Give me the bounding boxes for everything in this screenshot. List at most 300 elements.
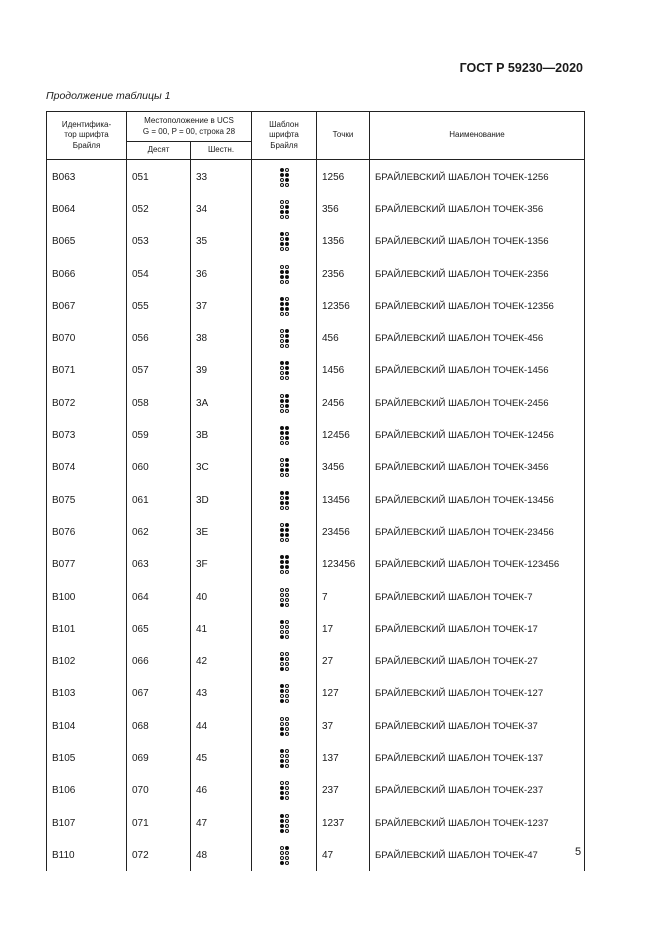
braille-dot-5 <box>285 366 289 370</box>
braille-cell-icon <box>280 717 289 736</box>
table-row <box>47 386 585 418</box>
cell-name: БРАЙЛЕВСКИЙ ШАБЛОН ТОЧЕК-3456 <box>370 451 585 483</box>
cell-dots: 137 <box>317 741 370 773</box>
cell-id: B072 <box>47 386 127 418</box>
header-pattern: Шаблон шрифта Брайля <box>252 112 317 160</box>
braille-dot-3 <box>280 791 284 795</box>
braille-dot-2 <box>280 593 284 597</box>
cell-name: БРАЙЛЕВСКИЙ ШАБЛОН ТОЧЕК-2456 <box>370 386 585 418</box>
braille-cell-icon <box>280 652 289 671</box>
braille-dot-1 <box>280 620 284 624</box>
braille-dot-3 <box>280 727 284 731</box>
braille-dot-5 <box>285 302 289 306</box>
braille-cell-icon <box>280 555 289 574</box>
braille-dot-6 <box>285 824 289 828</box>
table-row <box>47 451 585 483</box>
braille-dot-4 <box>285 652 289 656</box>
braille-dot-7 <box>280 603 284 607</box>
braille-dot-2 <box>280 205 284 209</box>
braille-dot-6 <box>285 371 289 375</box>
cell-hex: 40 <box>191 580 252 612</box>
table-row <box>47 677 585 709</box>
braille-dot-4 <box>285 846 289 850</box>
braille-dot-4 <box>285 749 289 753</box>
braille-dot-6 <box>285 598 289 602</box>
braille-dot-7 <box>280 280 284 284</box>
table-row <box>47 289 585 321</box>
braille-dot-5 <box>285 334 289 338</box>
braille-dot-3 <box>280 598 284 602</box>
braille-dot-5 <box>285 689 289 693</box>
cell-braille-pattern <box>252 838 317 870</box>
braille-dot-8 <box>285 635 289 639</box>
braille-cell-icon <box>280 168 289 187</box>
braille-dot-4 <box>285 232 289 236</box>
braille-dot-1 <box>280 394 284 398</box>
braille-dot-1 <box>280 814 284 818</box>
braille-dot-7 <box>280 732 284 736</box>
cell-id: B074 <box>47 451 127 483</box>
table-row <box>47 612 585 644</box>
cell-name: БРАЙЛЕВСКИЙ ШАБЛОН ТОЧЕК-137 <box>370 741 585 773</box>
braille-cell-icon <box>280 329 289 348</box>
braille-dot-8 <box>285 570 289 574</box>
braille-dot-3 <box>280 468 284 472</box>
cell-name: БРАЙЛЕВСКИЙ ШАБЛОН ТОЧЕК-7 <box>370 580 585 612</box>
braille-dot-1 <box>280 232 284 236</box>
cell-name: БРАЙЛЕВСКИЙ ШАБЛОН ТОЧЕК-1237 <box>370 806 585 838</box>
braille-dot-7 <box>280 796 284 800</box>
braille-dot-1 <box>280 361 284 365</box>
braille-cell-icon <box>280 684 289 703</box>
braille-dot-3 <box>280 694 284 698</box>
braille-dot-6 <box>285 662 289 666</box>
braille-dot-3 <box>280 210 284 214</box>
cell-hex: 42 <box>191 644 252 676</box>
header-dots: Точки <box>317 112 370 160</box>
braille-dot-6 <box>285 727 289 731</box>
braille-dot-1 <box>280 329 284 333</box>
cell-dots: 27 <box>317 644 370 676</box>
braille-cell-icon <box>280 394 289 413</box>
cell-dec: 058 <box>127 386 191 418</box>
braille-cell-icon <box>280 781 289 800</box>
braille-dot-2 <box>280 496 284 500</box>
header-id: Идентифика- тор шрифта Брайля <box>47 112 127 160</box>
table-row <box>47 580 585 612</box>
braille-dot-4 <box>285 491 289 495</box>
braille-dot-6 <box>285 468 289 472</box>
braille-patterns-table <box>46 111 585 871</box>
braille-dot-8 <box>285 538 289 542</box>
table-row <box>47 741 585 773</box>
cell-hex: 41 <box>191 612 252 644</box>
braille-dot-1 <box>280 846 284 850</box>
braille-dot-1 <box>280 588 284 592</box>
braille-dot-5 <box>285 754 289 758</box>
cell-dots: 37 <box>317 709 370 741</box>
table-row <box>47 160 585 193</box>
braille-dot-4 <box>285 426 289 430</box>
braille-cell-icon <box>280 588 289 607</box>
cell-id: B101 <box>47 612 127 644</box>
braille-dot-4 <box>285 684 289 688</box>
cell-dots: 1356 <box>317 225 370 257</box>
cell-dots: 237 <box>317 774 370 806</box>
cell-dec: 052 <box>127 192 191 224</box>
cell-hex: 3E <box>191 515 252 547</box>
braille-dot-2 <box>280 851 284 855</box>
braille-dot-2 <box>280 399 284 403</box>
braille-dot-3 <box>280 436 284 440</box>
cell-braille-pattern <box>252 741 317 773</box>
braille-dot-8 <box>285 829 289 833</box>
braille-dot-4 <box>285 523 289 527</box>
braille-dot-3 <box>280 275 284 279</box>
braille-dot-2 <box>280 560 284 564</box>
braille-cell-icon <box>280 523 289 542</box>
cell-hex: 37 <box>191 289 252 321</box>
braille-dot-5 <box>285 205 289 209</box>
cell-braille-pattern <box>252 257 317 289</box>
cell-id: B107 <box>47 806 127 838</box>
cell-id: B076 <box>47 515 127 547</box>
cell-dots: 456 <box>317 321 370 353</box>
braille-dot-3 <box>280 824 284 828</box>
cell-dec: 069 <box>127 741 191 773</box>
braille-dot-4 <box>285 458 289 462</box>
cell-id: B077 <box>47 548 127 580</box>
braille-dot-7 <box>280 215 284 219</box>
braille-dot-1 <box>280 426 284 430</box>
cell-hex: 48 <box>191 838 252 870</box>
braille-dot-3 <box>280 371 284 375</box>
braille-dot-2 <box>280 334 284 338</box>
cell-name: БРАЙЛЕВСКИЙ ШАБЛОН ТОЧЕК-2356 <box>370 257 585 289</box>
braille-dot-6 <box>285 791 289 795</box>
braille-dot-3 <box>280 339 284 343</box>
table-row <box>47 354 585 386</box>
cell-dots: 13456 <box>317 483 370 515</box>
cell-id: B070 <box>47 321 127 353</box>
cell-braille-pattern <box>252 548 317 580</box>
cell-hex: 3F <box>191 548 252 580</box>
table-caption: Продолжение таблицы 1 <box>46 90 171 102</box>
cell-id: B063 <box>47 160 127 193</box>
table-row <box>47 321 585 353</box>
header-name: Наименование <box>370 112 585 160</box>
braille-dot-7 <box>280 829 284 833</box>
cell-braille-pattern <box>252 451 317 483</box>
braille-dot-7 <box>280 764 284 768</box>
braille-cell-icon <box>280 458 289 477</box>
braille-dot-5 <box>285 851 289 855</box>
braille-dot-3 <box>280 178 284 182</box>
braille-dot-8 <box>285 409 289 413</box>
cell-dots: 1456 <box>317 354 370 386</box>
braille-dot-8 <box>285 603 289 607</box>
braille-dot-2 <box>280 657 284 661</box>
braille-dot-2 <box>280 431 284 435</box>
braille-dot-2 <box>280 302 284 306</box>
braille-dot-6 <box>285 307 289 311</box>
braille-dot-2 <box>280 625 284 629</box>
braille-dot-5 <box>285 237 289 241</box>
braille-dot-4 <box>285 717 289 721</box>
braille-dot-8 <box>285 441 289 445</box>
braille-dot-6 <box>285 339 289 343</box>
braille-dot-2 <box>280 754 284 758</box>
cell-name: БРАЙЛЕВСКИЙ ШАБЛОН ТОЧЕК-17 <box>370 612 585 644</box>
cell-id: B075 <box>47 483 127 515</box>
braille-dot-1 <box>280 265 284 269</box>
braille-dot-8 <box>285 376 289 380</box>
braille-dot-8 <box>285 506 289 510</box>
cell-name: БРАЙЛЕВСКИЙ ШАБЛОН ТОЧЕК-12456 <box>370 418 585 450</box>
braille-dot-8 <box>285 667 289 671</box>
cell-id: B071 <box>47 354 127 386</box>
cell-dec: 062 <box>127 515 191 547</box>
braille-cell-icon <box>280 846 289 865</box>
braille-dot-3 <box>280 856 284 860</box>
braille-cell-icon <box>280 620 289 639</box>
braille-dot-5 <box>285 270 289 274</box>
cell-name: БРАЙЛЕВСКИЙ ШАБЛОН ТОЧЕК-456 <box>370 321 585 353</box>
cell-name: БРАЙЛЕВСКИЙ ШАБЛОН ТОЧЕК-23456 <box>370 515 585 547</box>
braille-dot-3 <box>280 501 284 505</box>
cell-id: B073 <box>47 418 127 450</box>
cell-dots: 12356 <box>317 289 370 321</box>
braille-dot-4 <box>285 168 289 172</box>
cell-hex: 3A <box>191 386 252 418</box>
cell-dots: 1237 <box>317 806 370 838</box>
braille-dot-8 <box>285 312 289 316</box>
braille-dot-3 <box>280 307 284 311</box>
braille-dot-8 <box>285 796 289 800</box>
braille-cell-icon <box>280 491 289 510</box>
braille-dot-6 <box>285 178 289 182</box>
cell-braille-pattern <box>252 515 317 547</box>
cell-name: БРАЙЛЕВСКИЙ ШАБЛОН ТОЧЕК-12356 <box>370 289 585 321</box>
braille-dot-5 <box>285 528 289 532</box>
cell-dec: 064 <box>127 580 191 612</box>
table-row <box>47 192 585 224</box>
braille-dot-5 <box>285 593 289 597</box>
cell-dec: 070 <box>127 774 191 806</box>
cell-hex: 44 <box>191 709 252 741</box>
table-row <box>47 515 585 547</box>
braille-dot-4 <box>285 297 289 301</box>
braille-dot-4 <box>285 329 289 333</box>
cell-name: БРАЙЛЕВСКИЙ ШАБЛОН ТОЧЕК-237 <box>370 774 585 806</box>
cell-braille-pattern <box>252 354 317 386</box>
cell-braille-pattern <box>252 806 317 838</box>
braille-dot-2 <box>280 270 284 274</box>
braille-dot-8 <box>285 861 289 865</box>
cell-dec: 068 <box>127 709 191 741</box>
braille-dot-7 <box>280 409 284 413</box>
braille-dot-7 <box>280 861 284 865</box>
braille-dot-5 <box>285 786 289 790</box>
braille-dot-6 <box>285 533 289 537</box>
cell-braille-pattern <box>252 644 317 676</box>
braille-dot-7 <box>280 699 284 703</box>
cell-name: БРАЙЛЕВСКИЙ ШАБЛОН ТОЧЕК-123456 <box>370 548 585 580</box>
cell-dec: 066 <box>127 644 191 676</box>
braille-dot-5 <box>285 722 289 726</box>
cell-dec: 059 <box>127 418 191 450</box>
cell-id: B064 <box>47 192 127 224</box>
cell-dec: 063 <box>127 548 191 580</box>
braille-dot-1 <box>280 652 284 656</box>
cell-braille-pattern <box>252 289 317 321</box>
braille-dot-7 <box>280 441 284 445</box>
cell-name: БРАЙЛЕВСКИЙ ШАБЛОН ТОЧЕК-1456 <box>370 354 585 386</box>
braille-dot-1 <box>280 458 284 462</box>
cell-dots: 2456 <box>317 386 370 418</box>
braille-cell-icon <box>280 297 289 316</box>
cell-id: B065 <box>47 225 127 257</box>
braille-dot-4 <box>285 265 289 269</box>
cell-dec: 055 <box>127 289 191 321</box>
braille-dot-6 <box>285 404 289 408</box>
braille-dot-2 <box>280 528 284 532</box>
braille-cell-icon <box>280 200 289 219</box>
cell-dots: 23456 <box>317 515 370 547</box>
cell-dots: 17 <box>317 612 370 644</box>
braille-dot-8 <box>285 247 289 251</box>
braille-cell-icon <box>280 426 289 445</box>
braille-dot-6 <box>285 630 289 634</box>
cell-dots: 2356 <box>317 257 370 289</box>
cell-hex: 3D <box>191 483 252 515</box>
cell-braille-pattern <box>252 483 317 515</box>
cell-dots: 47 <box>317 838 370 870</box>
table-row <box>47 225 585 257</box>
cell-hex: 43 <box>191 677 252 709</box>
cell-braille-pattern <box>252 612 317 644</box>
standard-designation: ГОСТ Р 59230—2020 <box>459 61 583 75</box>
braille-dot-7 <box>280 538 284 542</box>
braille-dot-1 <box>280 168 284 172</box>
cell-hex: 3B <box>191 418 252 450</box>
cell-dec: 065 <box>127 612 191 644</box>
braille-dot-7 <box>280 667 284 671</box>
braille-dot-4 <box>285 620 289 624</box>
table-row <box>47 418 585 450</box>
braille-dot-7 <box>280 473 284 477</box>
cell-hex: 45 <box>191 741 252 773</box>
braille-dot-4 <box>285 200 289 204</box>
braille-dot-1 <box>280 684 284 688</box>
cell-braille-pattern <box>252 774 317 806</box>
braille-dot-7 <box>280 312 284 316</box>
cell-braille-pattern <box>252 225 317 257</box>
cell-id: B067 <box>47 289 127 321</box>
braille-dot-2 <box>280 366 284 370</box>
cell-dec: 057 <box>127 354 191 386</box>
braille-cell-icon <box>280 749 289 768</box>
braille-dot-4 <box>285 361 289 365</box>
braille-dot-5 <box>285 399 289 403</box>
braille-dot-7 <box>280 376 284 380</box>
braille-dot-3 <box>280 630 284 634</box>
cell-dec: 067 <box>127 677 191 709</box>
braille-cell-icon <box>280 814 289 833</box>
braille-dot-2 <box>280 689 284 693</box>
braille-dot-6 <box>285 759 289 763</box>
braille-dot-1 <box>280 749 284 753</box>
braille-dot-4 <box>285 555 289 559</box>
braille-dot-3 <box>280 759 284 763</box>
braille-dot-1 <box>280 717 284 721</box>
braille-dot-5 <box>285 431 289 435</box>
braille-dot-6 <box>285 694 289 698</box>
page-number: 5 <box>575 846 582 858</box>
table-row <box>47 774 585 806</box>
cell-braille-pattern <box>252 321 317 353</box>
table-row <box>47 257 585 289</box>
braille-dot-3 <box>280 533 284 537</box>
braille-dot-8 <box>285 183 289 187</box>
cell-id: B105 <box>47 741 127 773</box>
braille-dot-4 <box>285 781 289 785</box>
cell-dots: 127 <box>317 677 370 709</box>
cell-id: B100 <box>47 580 127 612</box>
braille-dot-8 <box>285 215 289 219</box>
braille-cell-icon <box>280 361 289 380</box>
table-row <box>47 548 585 580</box>
braille-dot-2 <box>280 819 284 823</box>
braille-dot-8 <box>285 764 289 768</box>
braille-dot-2 <box>280 237 284 241</box>
braille-dot-8 <box>285 280 289 284</box>
braille-dot-5 <box>285 173 289 177</box>
braille-dot-5 <box>285 496 289 500</box>
braille-dot-7 <box>280 506 284 510</box>
braille-dot-1 <box>280 555 284 559</box>
cell-dec: 071 <box>127 806 191 838</box>
cell-id: B104 <box>47 709 127 741</box>
cell-dots: 7 <box>317 580 370 612</box>
cell-hex: 39 <box>191 354 252 386</box>
table-row <box>47 838 585 870</box>
cell-id: B106 <box>47 774 127 806</box>
braille-dot-8 <box>285 473 289 477</box>
braille-dot-6 <box>285 856 289 860</box>
cell-hex: 35 <box>191 225 252 257</box>
cell-braille-pattern <box>252 418 317 450</box>
braille-dot-6 <box>285 436 289 440</box>
braille-dot-6 <box>285 242 289 246</box>
braille-dot-5 <box>285 625 289 629</box>
braille-dot-1 <box>280 523 284 527</box>
braille-dot-2 <box>280 463 284 467</box>
cell-dots: 3456 <box>317 451 370 483</box>
braille-dot-7 <box>280 183 284 187</box>
cell-dec: 060 <box>127 451 191 483</box>
braille-dot-3 <box>280 242 284 246</box>
cell-name: БРАЙЛЕВСКИЙ ШАБЛОН ТОЧЕК-127 <box>370 677 585 709</box>
braille-dot-6 <box>285 275 289 279</box>
braille-dot-2 <box>280 173 284 177</box>
cell-braille-pattern <box>252 677 317 709</box>
cell-braille-pattern <box>252 709 317 741</box>
cell-dec: 053 <box>127 225 191 257</box>
braille-dot-6 <box>285 501 289 505</box>
braille-dot-7 <box>280 247 284 251</box>
cell-dec: 061 <box>127 483 191 515</box>
